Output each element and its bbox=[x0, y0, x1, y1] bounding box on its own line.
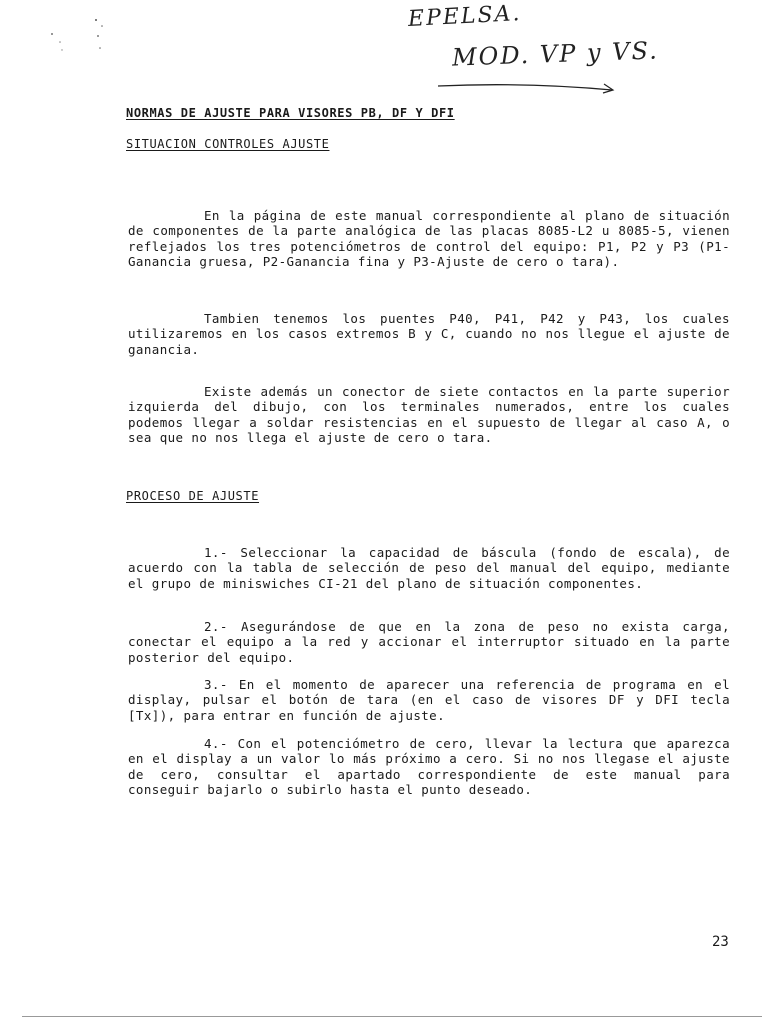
step-2: 2.- Asegurándose de que en la zona de peso no exista carga, conectar el equipo a la red y accionar el interruptor situado en la parte posterior del equipo. bbox=[128, 619, 730, 665]
paragraph-controls-1: En la página de este manual correspondiente al plano de situación de componentes de la parte analógica de las placas 8085-L2 u 8085-5, vienen reflejados los tres potenciómetros de control del equipo: P1, P2 y P3 (P1-Ganancia gruesa, P2-Ganancia fina y P3-Ajuste de cero o tara). bbox=[128, 208, 730, 269]
handwritten-model: MOD. VP y VS. bbox=[451, 36, 660, 72]
scan-edge-line bbox=[22, 1016, 762, 1017]
step-1: 1.- Seleccionar la capacidad de báscula (fondo de escala), de acuerdo con la tabla de selección de peso del manual del equipo, mediante el grupo de miniswiches CI-21 del plano de situación componentes. bbox=[128, 545, 730, 591]
handwritten-brand: EPELSA. bbox=[407, 1, 523, 32]
page-number: 23 bbox=[712, 934, 729, 950]
step-3: 3.- En el momento de aparecer una referencia de programa en el display, pulsar el botón de tara (en el caso de visores DF y DFI tecla [Tx]), para entrar en función de ajuste. bbox=[128, 677, 730, 723]
document-title: NORMAS DE AJUSTE PARA VISORES PB, DF Y DFI bbox=[126, 106, 455, 120]
section-heading-controls: SITUACION CONTROLES AJUSTE bbox=[126, 137, 330, 151]
handwritten-arrow-line bbox=[436, 78, 616, 96]
scan-specks bbox=[40, 12, 120, 72]
paragraph-controls-2: Tambien tenemos los puentes P40, P41, P42 y P43, los cuales utilizaremos en los casos extremos B y C, cuando no nos llegue el ajuste de ganancia. bbox=[128, 311, 730, 357]
section-heading-process: PROCESO DE AJUSTE bbox=[126, 489, 260, 503]
paragraph-controls-3: Existe además un conector de siete contactos en la parte superior izquierda del dibujo, con los terminales numerados, entre los cuales podemos llegar a soldar resistencias en el supuesto de llegar al caso A, o sea que no nos llega el ajuste de cero o tara. bbox=[128, 384, 730, 445]
step-4: 4.- Con el potenciómetro de cero, llevar la lectura que aparezca en el display a un valor lo más próximo a cero. Si no nos llegase el ajuste de cero, consultar el apartado correspondiente de este manual para conseguir bajarlo o subirlo hasta el punto deseado. bbox=[128, 736, 730, 797]
